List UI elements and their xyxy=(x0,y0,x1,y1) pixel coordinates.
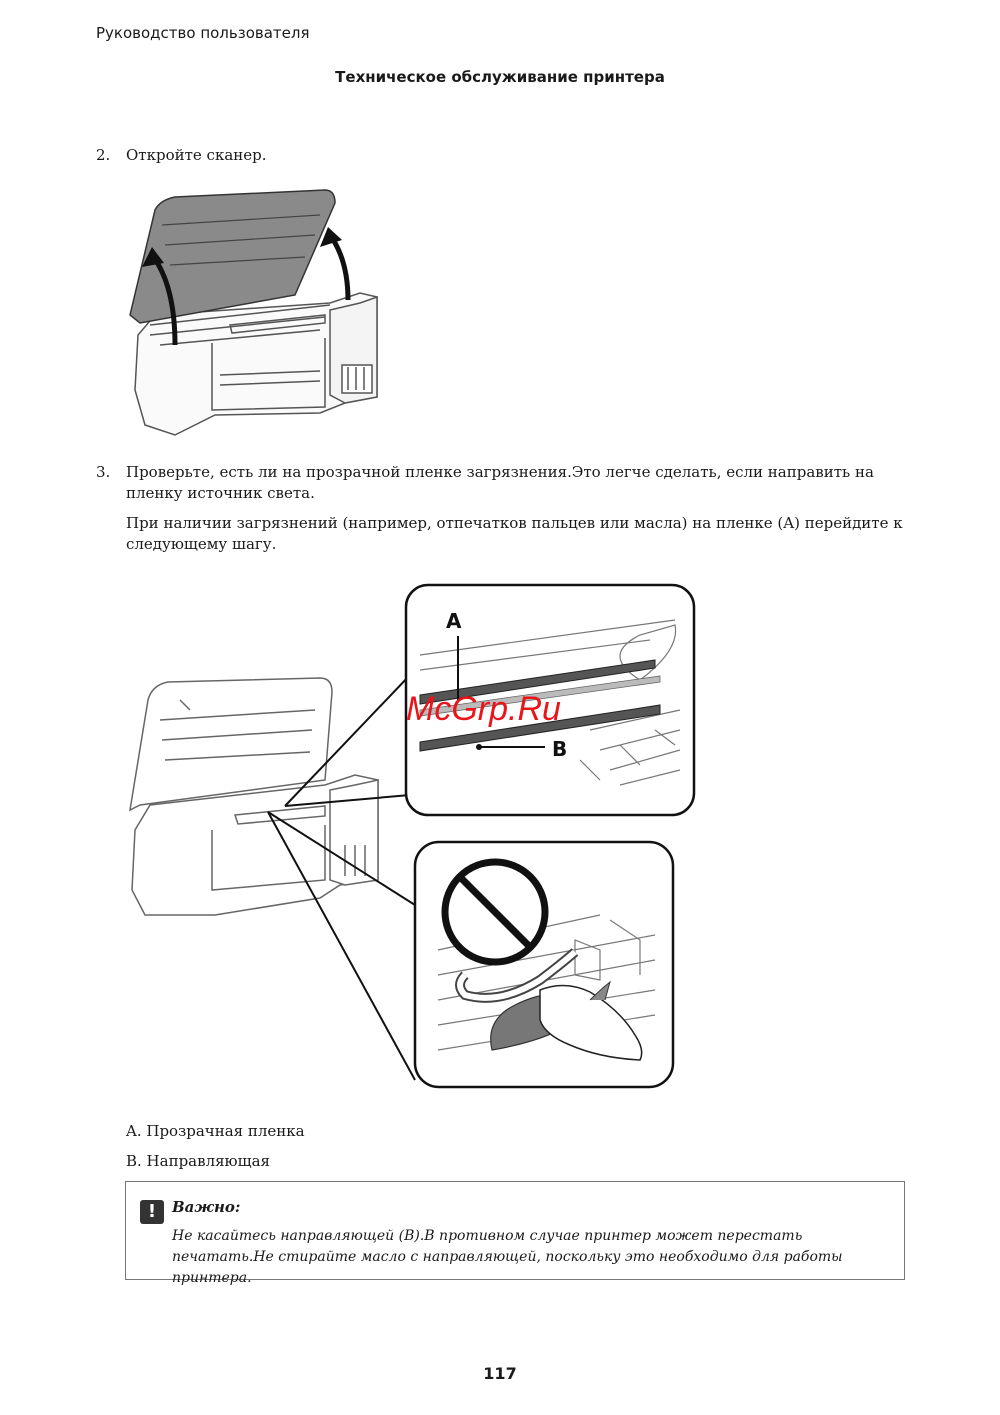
callout-b-label: B xyxy=(552,737,568,761)
step-3-subtext: При наличии загрязнений (например, отпечатков пальцев или масла) на пленке (A) перейдите к следующему шагу. xyxy=(126,514,903,553)
legend-item-a: A. Прозрачная пленка xyxy=(126,1122,305,1140)
step-3-number: 3. xyxy=(96,463,111,481)
step-2-number: 2. xyxy=(96,146,111,164)
section-title: Техническое обслуживание принтера xyxy=(335,68,665,86)
important-title: Важно: xyxy=(172,1198,241,1216)
important-note xyxy=(125,1181,905,1286)
document-title: Руководство пользователя xyxy=(96,24,310,42)
printer-scanner-open-illustration xyxy=(120,185,385,440)
important-body: Не касайтесь направляющей (B).В противном случае принтер может перестать печатать.Не стирайте масло с направляющей, поскольку это необходимо для работы принтера. xyxy=(172,1228,843,1286)
film-inspection-illustration xyxy=(120,580,700,1095)
step-3-text: Проверьте, есть ли на прозрачной пленке загрязнения.Это легче сделать, если направить на пленку источник света. xyxy=(126,463,874,502)
callout-a-label: A xyxy=(446,609,462,633)
page-number: 117 xyxy=(483,1364,517,1383)
step-2-text: Откройте сканер. xyxy=(126,146,267,164)
watermark: McGrp.Ru xyxy=(406,690,561,728)
exclamation-icon: ! xyxy=(140,1200,164,1224)
legend-item-b: B. Направляющая xyxy=(126,1152,270,1170)
